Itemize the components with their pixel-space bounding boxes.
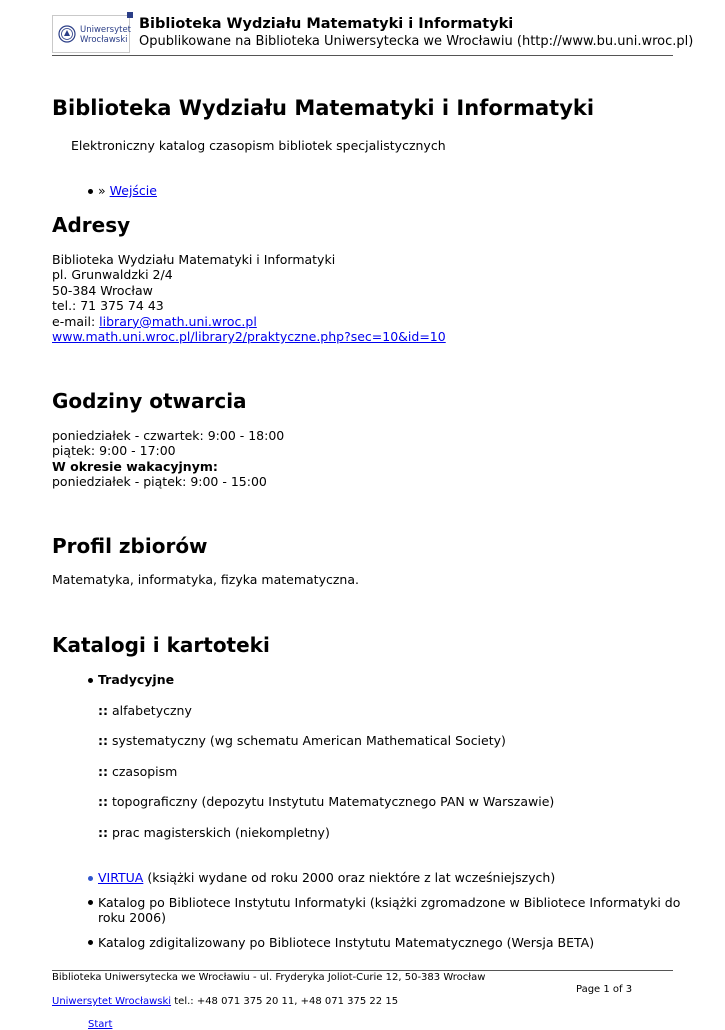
list-item: :: czasopism (98, 763, 178, 779)
list-item: :: topograficzny (depozytu Instytutu Matematycznego PAN w Warszawie) (98, 794, 555, 809)
section-heading-catalogs: Katalogi i kartoteki (52, 633, 270, 657)
entry-link[interactable]: Wejście (109, 183, 157, 198)
hours-block (52, 428, 284, 490)
traditional-sublist (98, 688, 680, 841)
list-item-virtua: VIRTUA (książki wydane od roku 2000 oraz niektóre z lat wcześniejszych) (52, 870, 680, 886)
logo-text: Uniwersytet Wrocławski (80, 25, 131, 45)
address-phone: tel.: 71 375 74 43 (52, 298, 164, 314)
section-heading-hours: Godziny otwarcia (52, 389, 247, 413)
footer-address: Biblioteka Uniwersytecka we Wrocławiu - ul. Fryderyka Joliot-Curie 12, 50-383 Wrocław (52, 972, 486, 983)
virtua-link[interactable]: VIRTUA (98, 870, 144, 885)
section-heading-addresses: Adresy (52, 213, 131, 237)
hours-holiday: poniedziałek - piątek: 9:00 - 15:00 (52, 474, 267, 490)
header-divider (52, 55, 673, 56)
hours-friday: piątek: 9:00 - 17:00 (52, 443, 176, 459)
header-title: Biblioteka Wydziału Matematyki i Informatyki (139, 16, 514, 32)
list-item-traditional (52, 672, 680, 840)
address-city: 50-384 Wrocław (52, 282, 153, 298)
address-name: Biblioteka Wydziału Matematyki i Informatyki (52, 252, 336, 267)
start-link[interactable]: Start (88, 1019, 113, 1030)
list-item: :: alfabetyczny (98, 702, 192, 718)
footer-divider (52, 970, 673, 971)
list-item: :: systematyczny (wg schematu American Mathematical Society) (98, 733, 506, 748)
website-link[interactable]: www.math.uni.wroc.pl/library2/praktyczne.php?sec=10&id=10 (52, 328, 446, 344)
page-number: Page 1 of 3 (576, 984, 633, 995)
footer-contact: Uniwersytet Wrocławski tel.: +48 071 375 20 11, +48 071 375 22 15 (52, 996, 399, 1007)
list-item: :: prac magisterskich (niekompletny) (98, 824, 330, 840)
traditional-label: Tradycyjne (98, 672, 175, 687)
university-logo (52, 15, 130, 53)
address-street: pl. Grunwaldzki 2/4 (52, 267, 173, 283)
list-item: » Wejście (52, 183, 157, 199)
address-email-row: e-mail: library@math.uni.wroc.pl (52, 313, 257, 329)
email-link[interactable]: library@math.uni.wroc.pl (99, 313, 257, 329)
address-block (52, 252, 446, 344)
footer-cut-off-item (88, 1019, 112, 1030)
university-seal-icon (58, 25, 76, 43)
header-subtitle: Opublikowane na Biblioteka Uniwersytecka we Wrocławiu (http://www.bu.uni.wroc.pl) (139, 34, 694, 49)
page-title: Biblioteka Wydziału Matematyki i Informatyki (52, 96, 595, 120)
entry-list (52, 183, 157, 199)
catalogs-list (52, 672, 680, 950)
section-heading-profile: Profil zbiorów (52, 534, 208, 558)
list-item-digitized-catalog: Katalog zdigitalizowany po Bibliotece Instytutu Matematycznego (Wersja BETA) (52, 935, 680, 951)
intro-text: Elektroniczny katalog czasopism bibliotek specjalistycznych (71, 138, 446, 153)
logo-corner-mark (127, 12, 133, 18)
list-item-informatics-catalog: Katalog po Bibliotece Instytutu Informatyki (książki zgromadzone w Bibliotece Informatyki do roku 2006) (52, 895, 680, 926)
university-link[interactable]: Uniwersytet Wrocławski (52, 996, 172, 1007)
profile-text: Matematyka, informatyka, fizyka matematyczna. (52, 572, 359, 587)
hours-weekdays: poniedziałek - czwartek: 9:00 - 18:00 (52, 428, 285, 443)
page-header (52, 14, 694, 54)
hours-holiday-label: W okresie wakacyjnym: (52, 458, 218, 474)
